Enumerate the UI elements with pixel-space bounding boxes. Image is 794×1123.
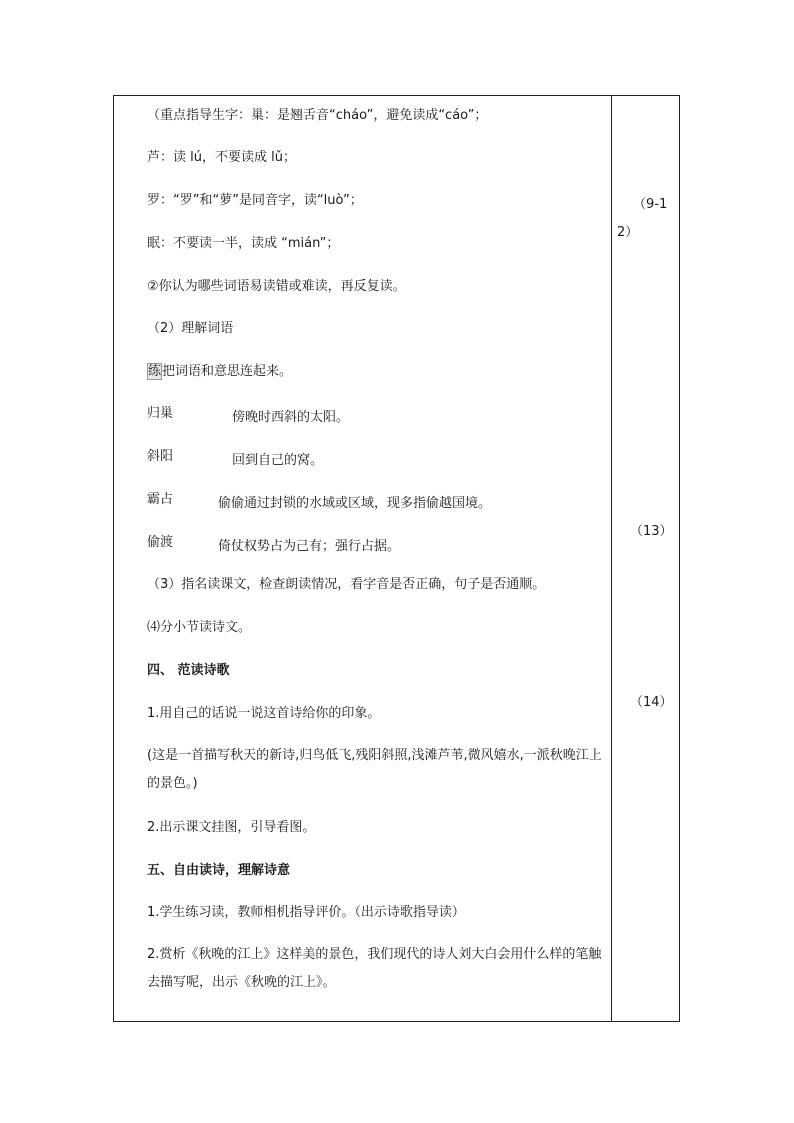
- match-word-4: 偷渡: [147, 535, 174, 550]
- match-word-3: 霸占: [147, 492, 174, 507]
- text-paragraph-appreciate: 2.赏析《秋晚的江上》这样美的景色，我们现代的诗人刘大白会用什么样的笔触去描写呢，出示《秋晚的江上》。: [147, 947, 602, 990]
- text-line-show-picture: 2.出示课文挂图，引导看图。: [147, 820, 316, 835]
- lesson-table-frame: [113, 95, 680, 1022]
- text-line-understand-words: （2）理解词语: [147, 321, 234, 336]
- match-instruction-text: 把词语和意思连起来。: [162, 364, 293, 379]
- section-heading-5: 五、自由读诗，理解诗意: [147, 863, 291, 878]
- text-line-read-sections: ⑷分小节读诗文。: [147, 620, 252, 635]
- match-meaning-1: 傍晚时西斜的太阳。: [232, 410, 350, 425]
- text-line-lu: 芦：读 lú，不要读成 lǔ；: [147, 150, 296, 165]
- text-line-luo: 罗：“罗”和“萝”是同音字，读“luò”；: [147, 193, 363, 208]
- time-label-1b: 2）: [617, 225, 639, 240]
- match-word-2: 斜阳: [147, 449, 174, 464]
- match-meaning-3: 偷偷通过封锁的水域或区域，现多指偷越国境。: [218, 496, 492, 511]
- time-label-3: （14）: [630, 695, 673, 710]
- match-meaning-4: 倚仗权势占为己有；强行占据。: [218, 539, 401, 554]
- text-line-impression: 1.用自己的话说一说这首诗给你的印象。: [147, 706, 381, 721]
- text-line-read-aloud: （3）指名读课文，检查朗读情况，看字音是否正确，句子是否通顺。: [147, 577, 546, 592]
- match-meaning-2: 回到自己的窝。: [232, 453, 324, 468]
- text-line-match-instruction: [147, 364, 292, 380]
- time-label-1a: （9-1: [633, 197, 668, 212]
- text-line-pronunciation-intro: （重点指导生字：巢：是翘舌音“cháo”，避免读成“cáo”；: [147, 108, 488, 123]
- match-word-1: 归巢: [147, 406, 174, 421]
- column-divider: [611, 95, 612, 1022]
- text-line-practice: 1.学生练习读，教师相机指导评价。（出示诗歌指导读）: [147, 905, 465, 920]
- time-label-2: （13）: [630, 524, 673, 539]
- text-paragraph-description: (这是一首描写秋天的新诗,归鸟低飞,残阳斜照,浅滩芦苇,微风嬉水,一派秋晚江上的景色。): [147, 748, 602, 791]
- section-heading-4: 四、 范读诗歌: [147, 663, 230, 678]
- text-line-difficult-words: ②你认为哪些词语易读错或难读，再反复读。: [147, 279, 406, 294]
- highlighted-char: 练: [148, 364, 162, 379]
- text-line-mian: 眠：不要读一半，读成 “mián”；: [147, 236, 340, 251]
